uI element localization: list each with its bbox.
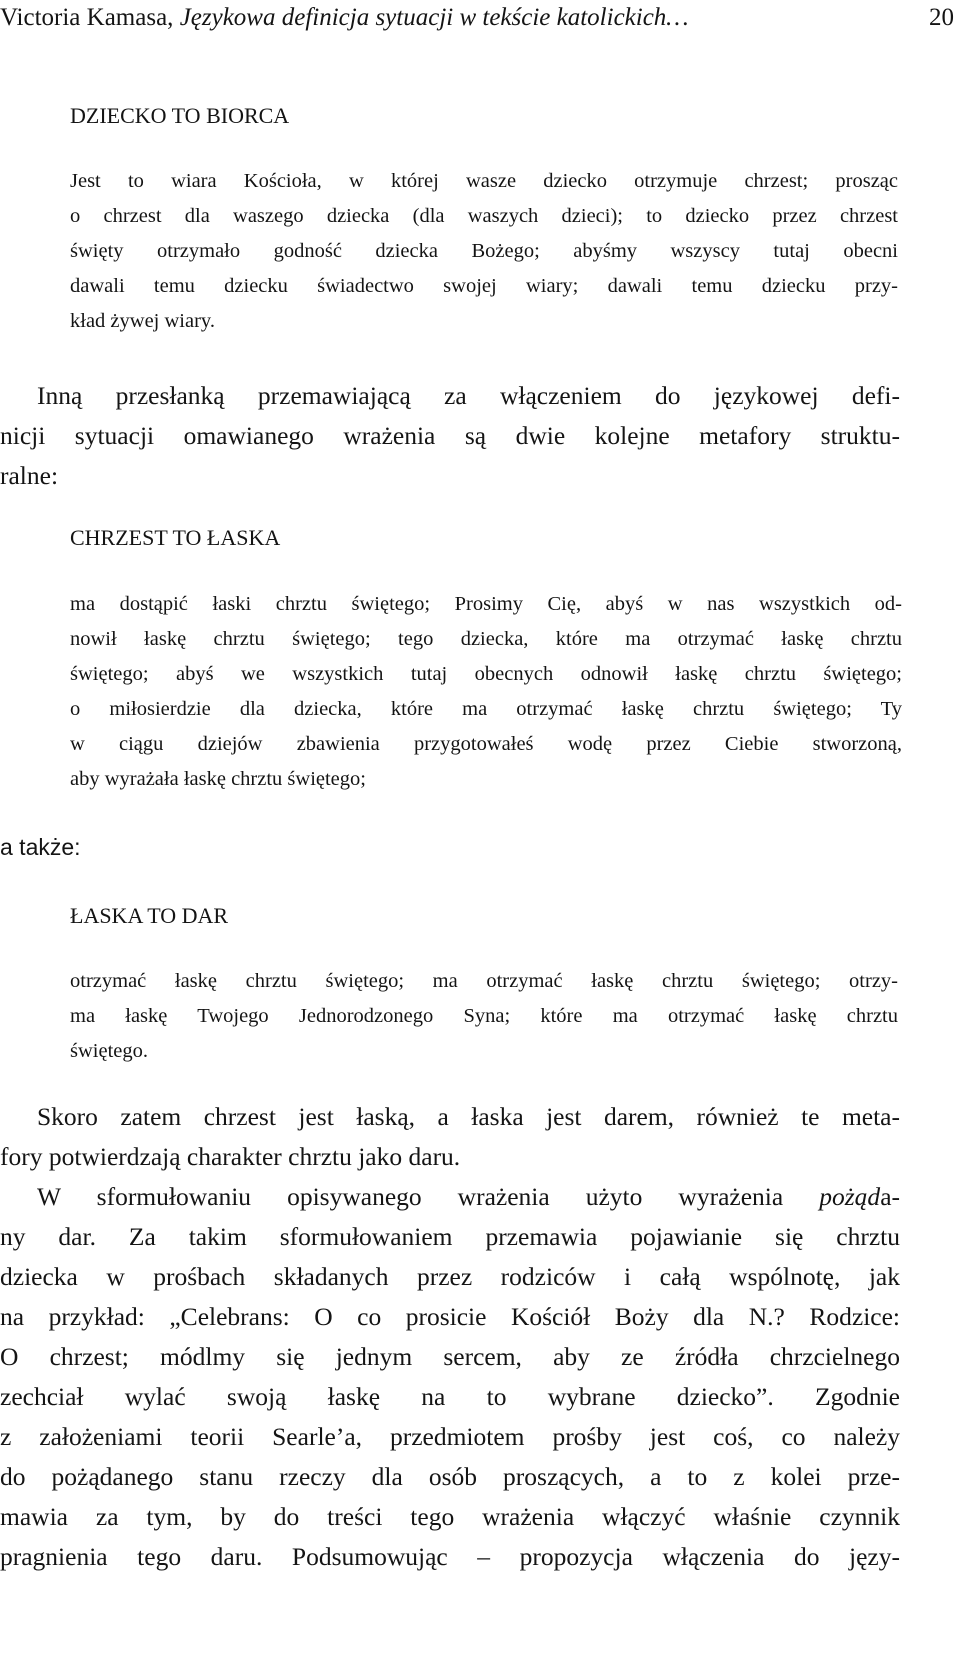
paragraph-line: nicji sytuacji omawianego wrażenia są dwie kolejne metafory struktu- [0,421,900,450]
quote-line: świętego. [70,1040,148,1062]
quote-line: w ciągu dziejów zbawienia przygotowałeś wodę przez Ciebie stworzoną, [70,733,902,755]
quote-line: święty otrzymało godność dziecka Bożego; abyśmy wszyscy tutaj obecni [70,240,898,262]
paragraph-line: Skoro zatem chrzest jest łaską, a łaska jest darem, również te meta- [37,1102,900,1131]
paragraph-line: O chrzest; módlmy się jednym sercem, aby ze źródła chrzcielnego [0,1342,900,1371]
text-segment: a- [880,1182,900,1211]
paragraph-line: do pożądanego stanu rzeczy dla osób proszących, a to z kolei prze- [0,1462,900,1491]
paragraph-line: zechciał wylać swoją łaskę na to wybrane dziecko”. Zgodnie [0,1382,900,1411]
quote-line: świętego; abyś we wszystkich tutaj obecnych odnowił łaskę chrztu świętego; [70,663,902,685]
quote-heading-chrzest: CHRZEST TO ŁASKA [70,525,281,550]
paragraph-line: pragnienia tego daru. Podsumowując – propozycja włączenia do języ- [0,1542,900,1571]
quote-block-chrzest [70,587,902,797]
paragraph-line-first [0,1177,900,1217]
paragraph-line: dziecka w prośbach składanych przez rodziców i całą wspólnotę, jak [0,1262,900,1291]
quote-block-laska [70,964,898,1069]
quote-line: aby wyrażała łaskę chrztu świętego; [70,768,366,790]
text-segment: W sformułowaniu opisywanego wrażenia użyto wyrażenia [37,1182,820,1211]
quote-heading-dziecko: DZIECKO TO BIORCA [70,103,290,128]
quote-line: o miłosierdzie dla dziecka, które ma otrzymać łaskę chrztu świętego; Ty [70,698,902,720]
quote-line: ma łaskę Twojego Jednorodzonego Syna; które ma otrzymać łaskę chrztu [70,1005,898,1027]
header-author: Victoria Kamasa, [0,4,174,31]
quote-line: kład żywej wiary. [70,310,215,332]
quote-heading-laska: ŁASKA TO DAR [70,903,229,928]
quote-line: otrzymać łaskę chrztu świętego; ma otrzymać łaskę chrztu świętego; otrzy- [70,970,898,992]
paragraph-sformulowanie [0,1177,900,1577]
paragraph-line: ralne: [0,461,59,490]
also-label: a także: [0,834,81,860]
paragraph-skoro [0,1097,900,1177]
quote-line: o chrzest dla waszego dziecka (dla waszych dzieci); to dziecko przez chrzest [70,205,898,227]
paragraph-line: Inną przesłanką przemawiającą za włączeniem do językowej defi- [37,381,900,410]
paragraph-line: mawia za tym, by do treści tego wrażenia włączyć właśnie czynnik [0,1502,900,1531]
paragraph-line: na przykład: „Celebrans: O co prosicie Kościół Boży dla N.? Rodzice: [0,1302,900,1331]
page-number: 20 [929,4,954,31]
quote-line: ma dostąpić łaski chrztu świętego; Prosimy Cię, abyś w nas wszystkich od- [70,593,902,615]
quote-line: Jest to wiara Kościoła, w której wasze dziecko otrzymuje chrzest; prosząc [70,170,898,192]
paragraph-metafory [0,376,900,496]
quote-line: nowił łaskę chrztu świętego; tego dziecka, które ma otrzymać łaskę chrztu [70,628,902,650]
italic-term: pożąd [819,1182,881,1211]
quote-line: dawali temu dziecku świadectwo swojej wiary; dawali temu dziecku przy- [70,275,898,297]
quote-block-dziecko [70,164,898,339]
paragraph-line: ny dar. Za takim sformułowaniem przemawia pojawianie się chrztu [0,1222,900,1251]
header-title: Językowa definicja sytuacji w tekście katolickich… [179,4,689,31]
paragraph-line: z założeniami teorii Searle’a, przedmiotem prośby jest coś, co należy [0,1422,900,1451]
running-header [0,0,960,36]
paragraph-line: fory potwierdzają charakter chrztu jako daru. [0,1142,461,1171]
